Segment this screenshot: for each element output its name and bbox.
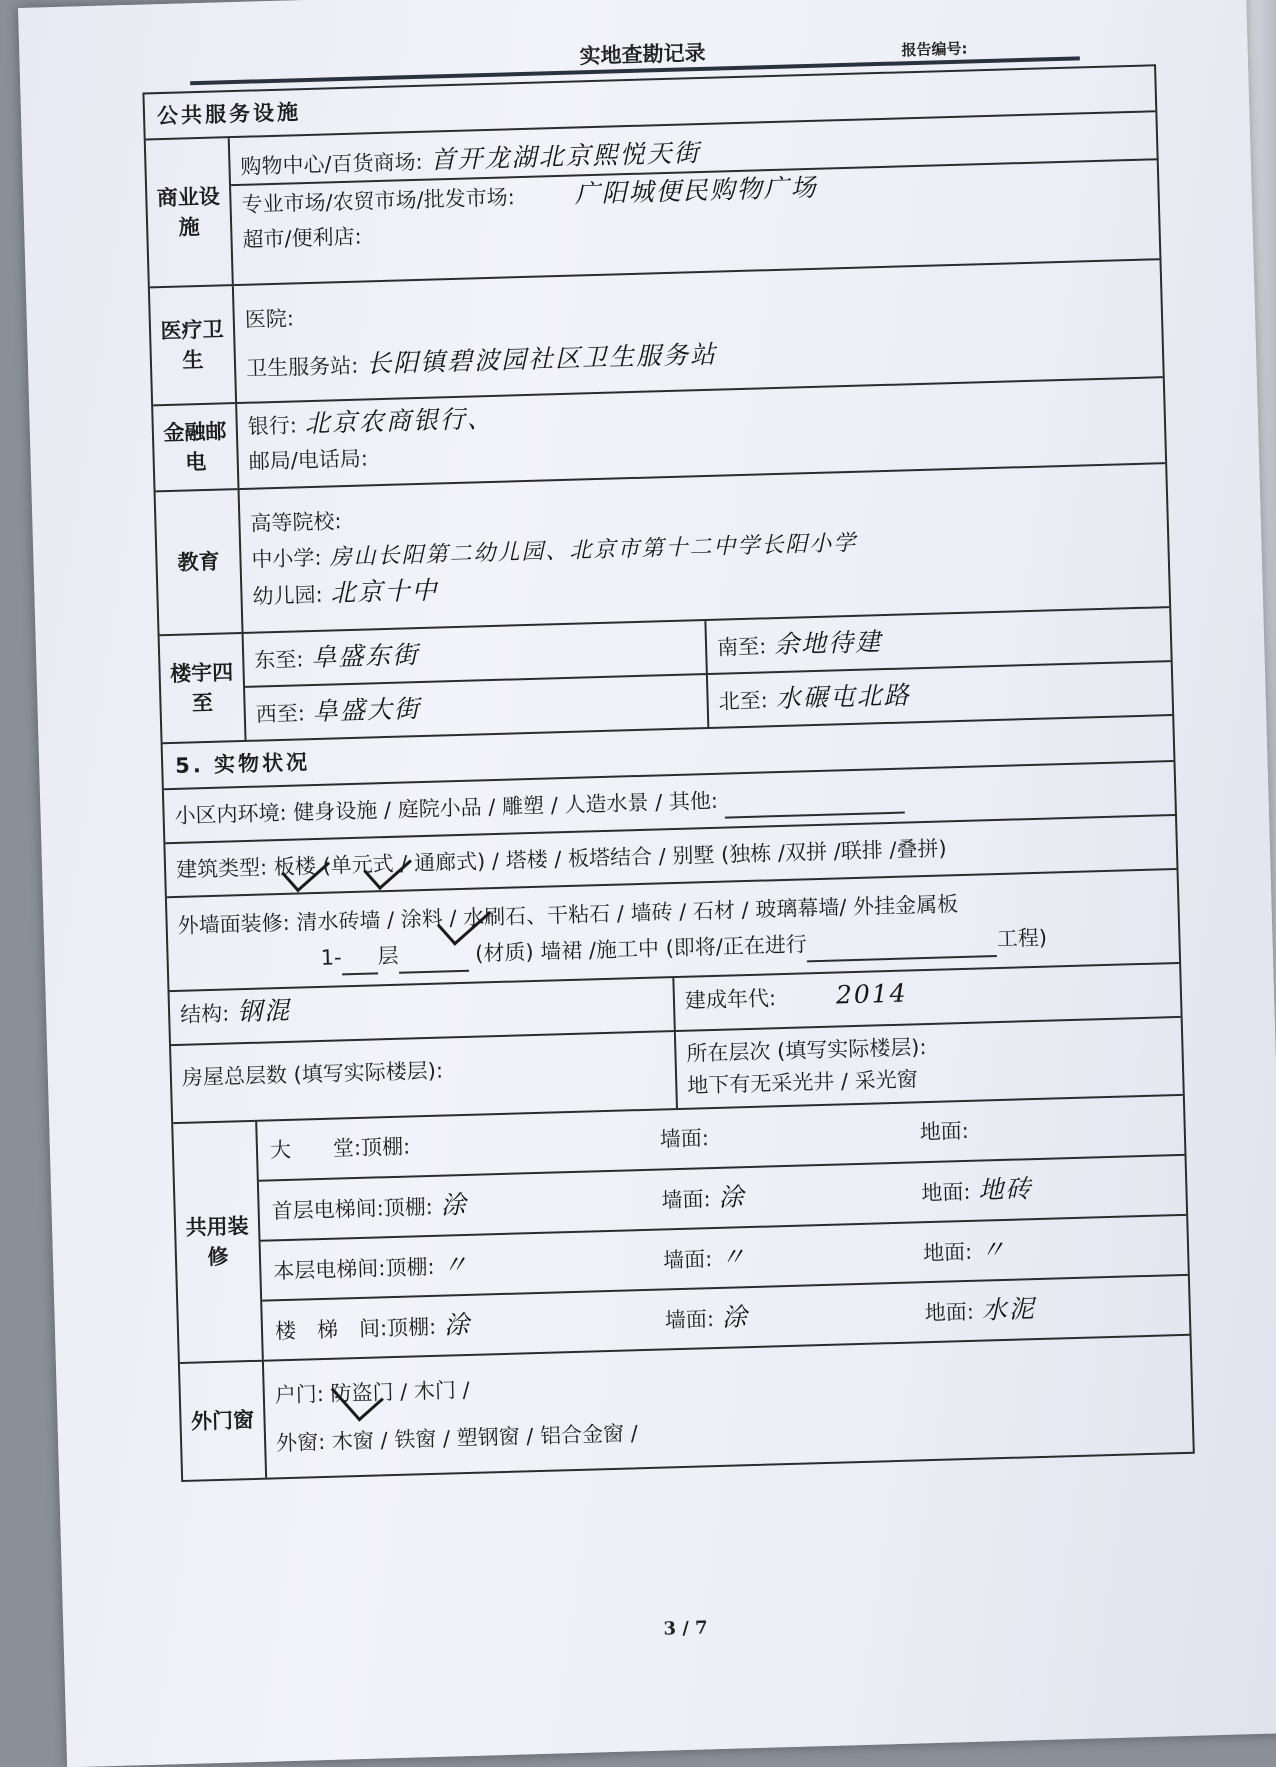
west-value: 阜盛大街 <box>312 694 422 727</box>
west-label: 西至: <box>255 701 306 727</box>
bounds-label: 楼宇四至 <box>160 634 247 742</box>
north-value: 水碾屯北路 <box>775 680 912 714</box>
wall-value: 〃 <box>719 1242 748 1272</box>
ceiling-label: 顶棚: <box>386 1314 437 1341</box>
floor-lift-ceiling <box>273 1230 664 1300</box>
bank-value: 北京农商银行、 <box>304 403 495 439</box>
structure-label: 结构: <box>179 1001 230 1027</box>
material-blank <box>398 946 469 974</box>
ceiling-label: 顶棚: <box>385 1254 435 1281</box>
medical-label: 医疗卫生 <box>150 286 237 404</box>
survey-form <box>142 64 1194 1482</box>
post-label: 邮局/电话局: <box>248 446 369 474</box>
ceiling-value: 〃 <box>442 1249 470 1280</box>
kinder-label: 幼儿园: <box>252 582 323 609</box>
floor-unit: 层 <box>377 943 399 969</box>
education-label: 教育 <box>156 490 244 634</box>
decoration-area: 首层电梯间: <box>271 1196 385 1224</box>
east-value: 阜盛东街 <box>310 640 420 673</box>
wall-label: 墙面: <box>662 1247 713 1273</box>
bank-label: 银行: <box>247 413 298 439</box>
decoration-group <box>173 1096 1189 1364</box>
ground-lift-wall <box>661 1163 923 1229</box>
floor-value: 地砖 <box>978 1174 1033 1205</box>
lightwell-label: 地下有无采光井 / 采光窗 <box>687 1067 919 1098</box>
station-value: 长阳镇碧波园社区卫生服务站 <box>365 339 718 379</box>
shop-label: 超市/便利店: <box>242 224 363 252</box>
market-value: 广阳城便民购物广场 <box>574 172 818 209</box>
college-label: 高等院校: <box>250 509 342 536</box>
ceiling-label: 顶棚: <box>383 1194 434 1221</box>
north-label: 北至: <box>718 688 769 714</box>
kinder-value: 北京十中 <box>330 575 439 608</box>
lobby-ceiling <box>269 1111 660 1180</box>
window-line: 外窗: 木窗 / 铁窗 / 塑钢窗 / 铝合金窗 / <box>275 1421 639 1456</box>
floor-label: 地面: <box>921 1179 971 1206</box>
public-services-heading: 公共服务设施 <box>144 66 1155 140</box>
year-label: 建成年代: <box>684 986 777 1013</box>
south-label: 南至: <box>716 634 767 660</box>
stair-ceiling <box>274 1290 665 1360</box>
stair-floor <box>924 1276 1190 1342</box>
school-value: 房山长阳第二幼儿园、北京市第十二中学长阳小学 <box>329 530 858 571</box>
decoration-label: 共用装修 <box>173 1122 264 1362</box>
decoration-area: 楼 梯 间: <box>274 1316 388 1344</box>
ground-lift-floor <box>921 1156 1187 1222</box>
structure-value: 钢混 <box>236 995 292 1027</box>
wall-value: 涂 <box>721 1302 750 1332</box>
physical-heading: 5. 实物状况 <box>163 716 1174 790</box>
wall-label: 墙面: <box>661 1187 711 1213</box>
east-label: 东至: <box>253 647 304 673</box>
floor-value: 〃 <box>979 1234 1008 1265</box>
level-label: 所在层次 (填写实际楼层): <box>686 1035 927 1066</box>
floor-value: 水泥 <box>981 1294 1037 1325</box>
environment-blank <box>724 788 905 819</box>
report-number-label: 报告编号: <box>901 39 968 60</box>
wall-label: 墙面: <box>659 1126 710 1152</box>
project-suffix: 工程) <box>996 925 1048 952</box>
decoration-area: 大 堂: <box>269 1135 362 1163</box>
education-group <box>156 464 1170 636</box>
door-line: 户门: 防盗门 / 木门 / <box>274 1377 471 1408</box>
floor-lift-wall <box>662 1223 924 1289</box>
mall-label: 购物中心/百货商场: <box>240 149 423 179</box>
check-mark <box>363 843 412 890</box>
hospital-label: 医院: <box>244 306 295 332</box>
exterior-wall-line-1: 外墙面装修: 清水砖墙 / 涂料 / 水刷石、干粘石 / 墙砖 / 石材 / 玻璃幕墙/ 外挂金属板 <box>177 892 959 938</box>
wall-value: 涂 <box>718 1182 746 1212</box>
building-type-text: 建筑类型: 板楼 (单元式 / 通廊式) / 塔楼 / 板塔结合 / 别墅 (独栋 /双拼 /联排 /叠拼) <box>175 836 947 882</box>
doors-windows-label: 外门窗 <box>180 1362 267 1480</box>
commercial-group <box>146 112 1160 288</box>
floor-range-blank <box>341 948 378 975</box>
total-floors-label: 房屋总层数 (填写实际楼层): <box>171 1032 678 1122</box>
level-cell <box>676 1018 1183 1108</box>
check-mark <box>281 845 330 892</box>
south-value: 余地待建 <box>773 627 883 660</box>
school-label: 中小学: <box>251 545 322 572</box>
floor-range-prefix: 1- <box>320 945 342 970</box>
floor-label: 地面: <box>922 1239 973 1266</box>
document-page <box>18 0 1276 1767</box>
skirting-text: (材质) 墙裙 /施工中 (即将/正在进行 <box>474 932 808 966</box>
ground-lift-ceiling <box>271 1171 662 1241</box>
wall-label: 墙面: <box>664 1307 715 1333</box>
environment-text: 小区内环境: 健身设施 / 庭院小品 / 雕塑 / 人造水景 / 其他: <box>174 788 719 828</box>
ceiling-value: 涂 <box>440 1189 469 1220</box>
ceiling-label: 顶棚: <box>360 1134 411 1160</box>
commercial-label: 商业设施 <box>146 138 234 286</box>
page-number: 3 / 7 <box>663 1617 708 1640</box>
decoration-area: 本层电梯间: <box>273 1256 386 1284</box>
year-value: 2014 <box>835 978 908 1010</box>
floor-lift-floor <box>922 1216 1188 1282</box>
floor-label: 地面: <box>919 1118 970 1145</box>
ceiling-value: 涂 <box>443 1309 472 1340</box>
stair-wall <box>664 1283 926 1349</box>
project-blank <box>807 931 998 962</box>
market-label: 专业市场/农贸市场/批发市场: <box>241 185 516 217</box>
finance-label: 金融邮电 <box>153 404 239 490</box>
mall-value: 首开龙湖北京熙悦天街 <box>430 138 701 175</box>
document-title: 实地查勘记录 <box>579 40 706 69</box>
floor-label: 地面: <box>924 1299 975 1326</box>
station-label: 卫生服务站: <box>245 353 359 381</box>
